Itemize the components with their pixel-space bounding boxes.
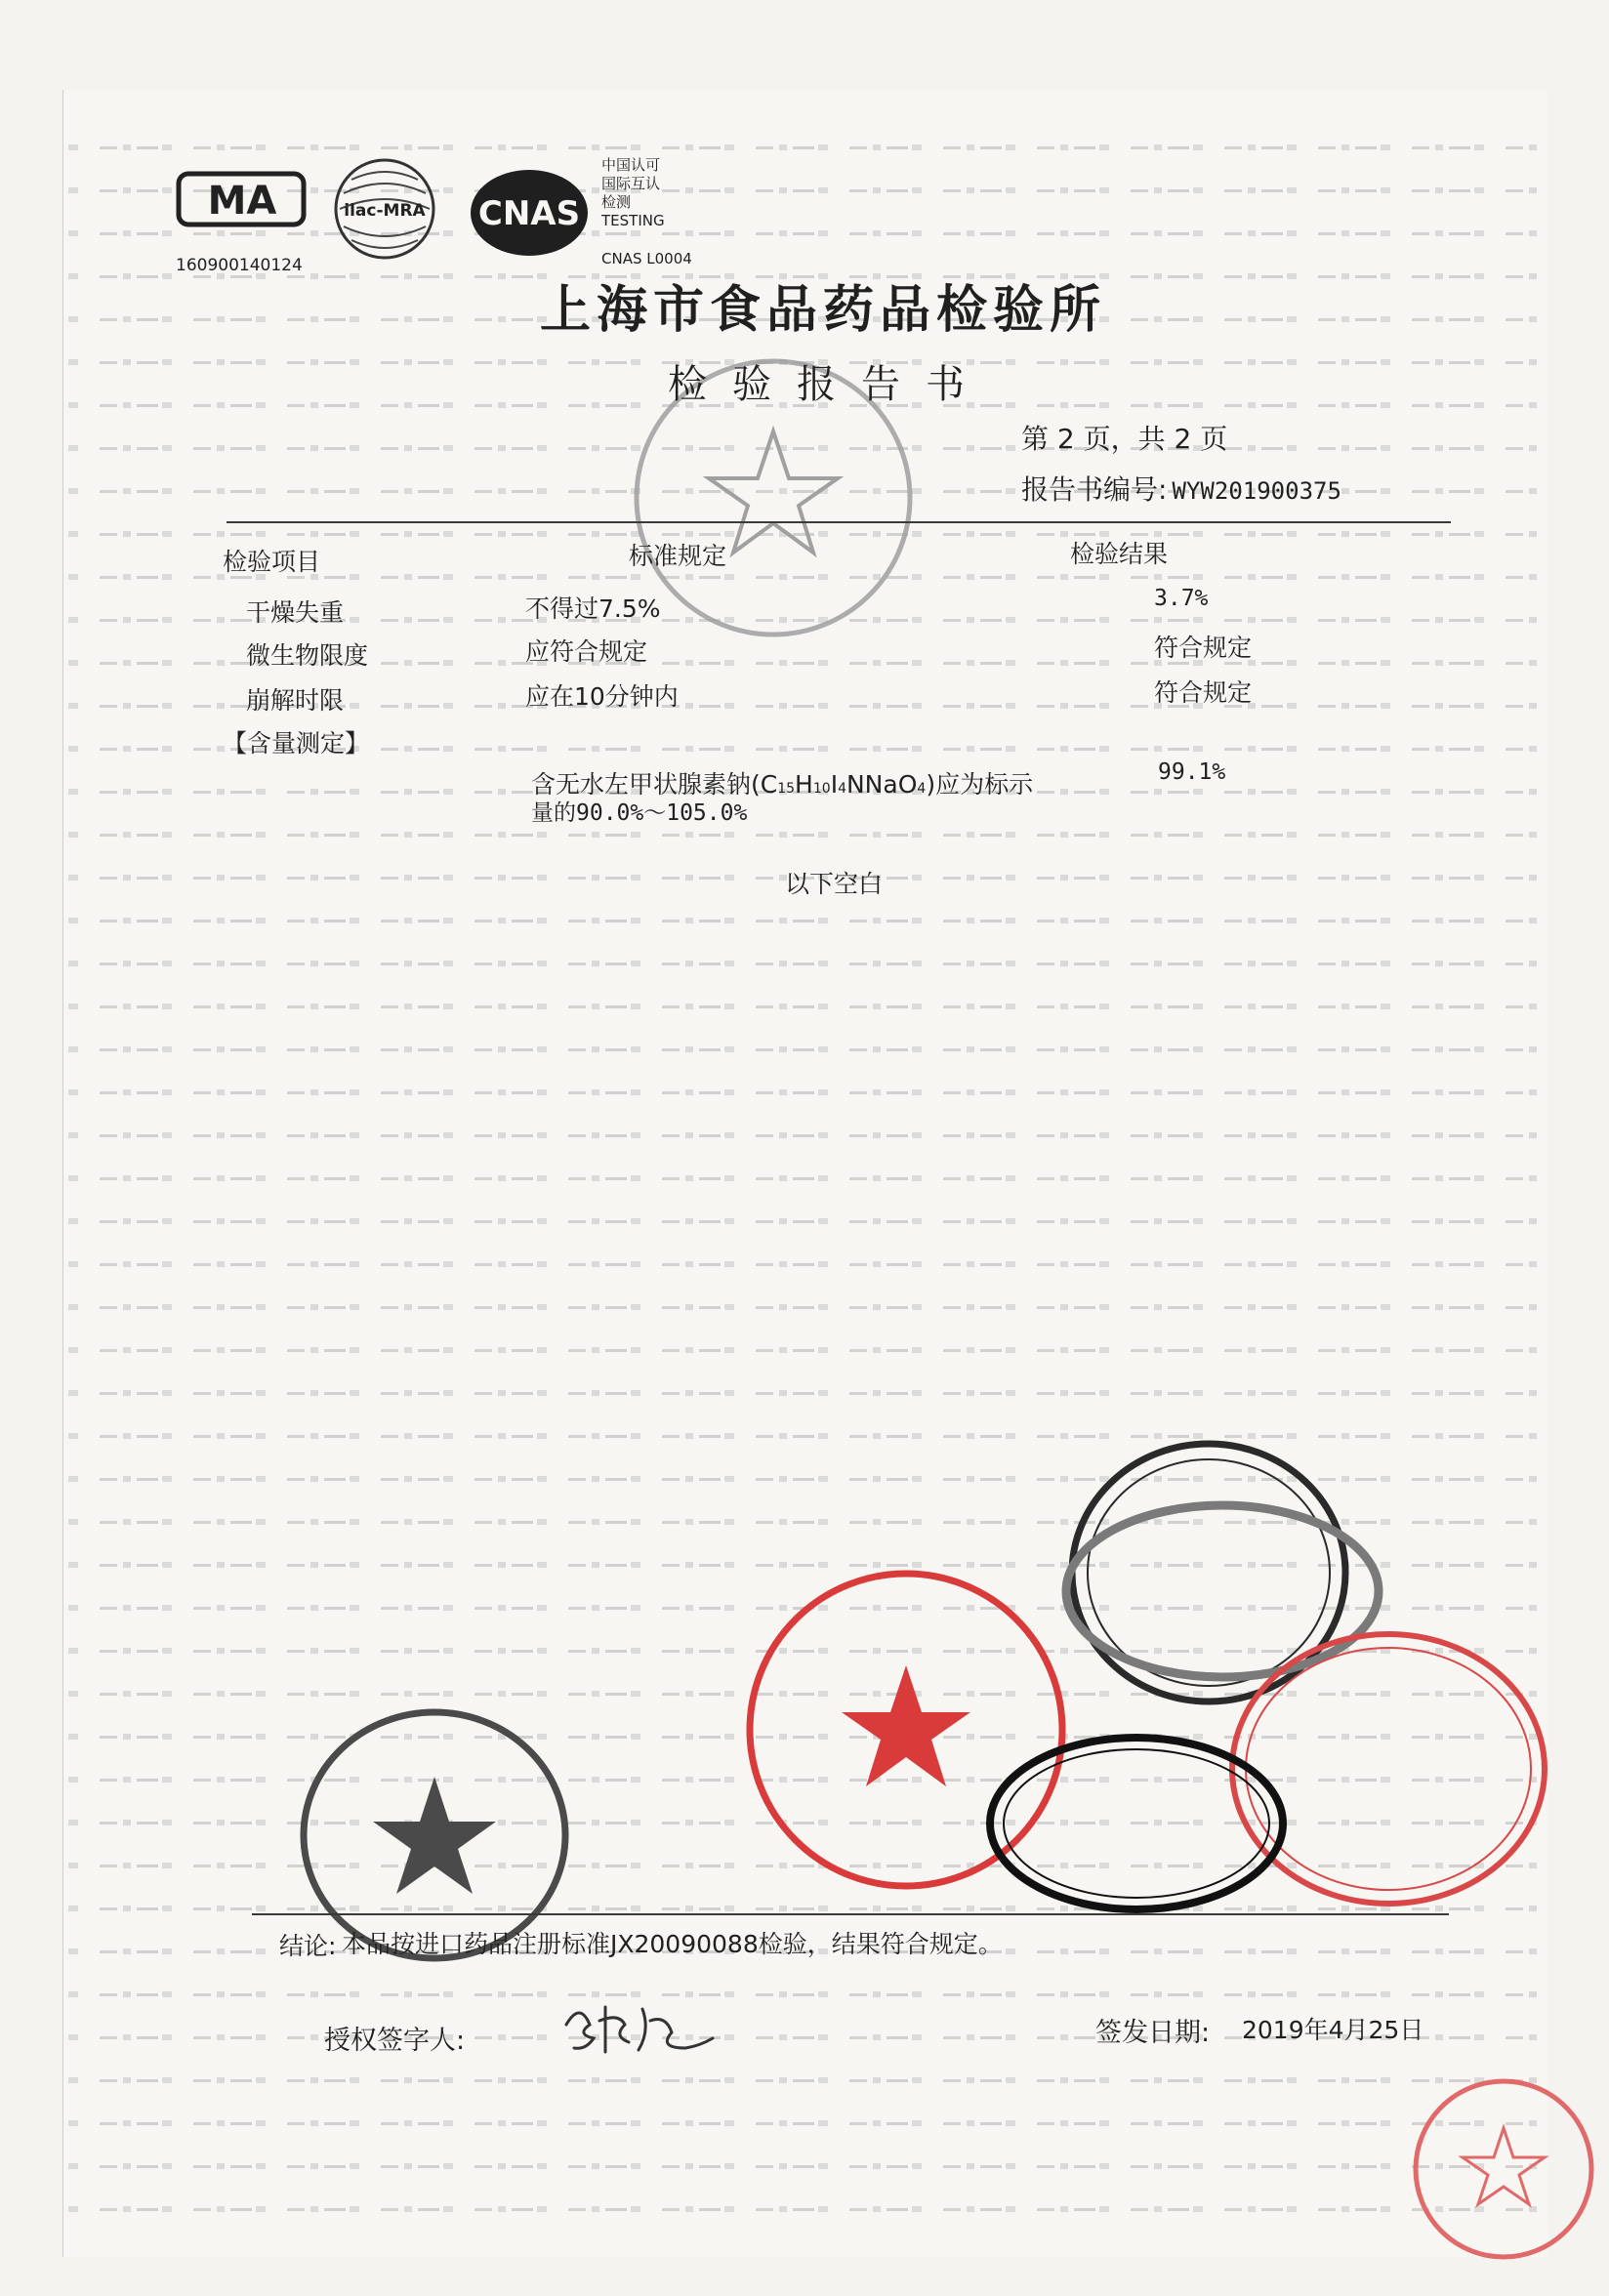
cnas-caption	[601, 156, 665, 230]
stamp-corner-red	[1408, 2073, 1599, 2265]
ilac-mra-logo-icon	[330, 154, 439, 264]
assay-result: 99.1%	[1158, 759, 1226, 785]
assay-subscript: 10	[812, 781, 831, 797]
report-title: 检验报告书	[668, 362, 990, 407]
issue-date: 2019年4月25日	[1242, 2016, 1424, 2044]
conclusion-label: 结论:	[279, 1932, 337, 1960]
end-note: 以下空白	[785, 870, 884, 898]
cnas-line: 国际互认	[601, 175, 661, 192]
column-header-standard: 标准规定	[629, 542, 727, 570]
assay-standard-text: 含无水左甲状腺素钠(C	[531, 770, 778, 799]
table-row-result: 符合规定	[1154, 678, 1253, 707]
cma-number: 160900140124	[176, 256, 303, 275]
section-assay-heading: 【含量测定】	[223, 729, 370, 758]
report-number	[1021, 469, 1341, 508]
table-row-standard: 不得过7.5%	[525, 594, 661, 623]
assay-subscript: 4	[838, 781, 846, 797]
cma-mark-text: MA	[207, 179, 277, 224]
stamp-report-copy-black	[980, 1726, 1293, 1921]
page-info: 第 2 页，共 2 页	[1021, 423, 1228, 455]
conclusion-text: 本品按进口药品注册标准JX20090088检验，结果符合规定。	[342, 1930, 1003, 1958]
institute-name: 上海市食品药品检验所	[540, 281, 1107, 340]
cnas-line: 检测	[601, 193, 632, 211]
header-rule	[227, 521, 1451, 523]
table-row-result: 3.7%	[1154, 586, 1209, 611]
cnas-logo-icon	[467, 162, 594, 264]
cnas-line: 中国认可	[601, 156, 661, 174]
signatory-label: 授权签字人:	[324, 2026, 466, 2056]
table-row-item: 微生物限度	[246, 641, 369, 670]
assay-standard-text: I	[830, 770, 839, 799]
assay-standard-text: NNaO	[846, 770, 918, 799]
conclusion-rule	[252, 1913, 1449, 1915]
table-row-result: 符合规定	[1154, 634, 1253, 662]
cnas-number: CNAS L0004	[601, 250, 692, 267]
table-row-standard: 应在10分钟内	[525, 682, 679, 711]
table-row-item: 干燥失重	[246, 598, 345, 627]
issue-date-label: 签发日期:	[1095, 2018, 1211, 2048]
assay-standard-text: H	[795, 770, 813, 799]
cnas-mark-text: CNAS	[477, 194, 581, 233]
cma-logo-icon	[174, 166, 310, 234]
assay-subscript: 15	[777, 781, 796, 797]
column-header-item: 检验项目	[223, 548, 321, 576]
cnas-line: TESTING	[601, 212, 665, 229]
report-number-value: WYW201900375	[1172, 477, 1341, 505]
table-row-standard: 应符合规定	[525, 637, 648, 666]
handwritten-signature	[557, 1991, 722, 2062]
table-row-item: 崩解时限	[246, 686, 345, 715]
assay-standard-text: )应为标示	[926, 770, 1034, 799]
assay-standard-line2: 量的90.0%～105.0%	[531, 800, 748, 826]
assay-subscript: 4	[917, 781, 927, 797]
column-header-result: 检验结果	[1070, 540, 1169, 568]
ilac-mark-text: ilac-MRA	[344, 201, 426, 221]
report-number-label: 报告书编号:	[1021, 473, 1168, 506]
